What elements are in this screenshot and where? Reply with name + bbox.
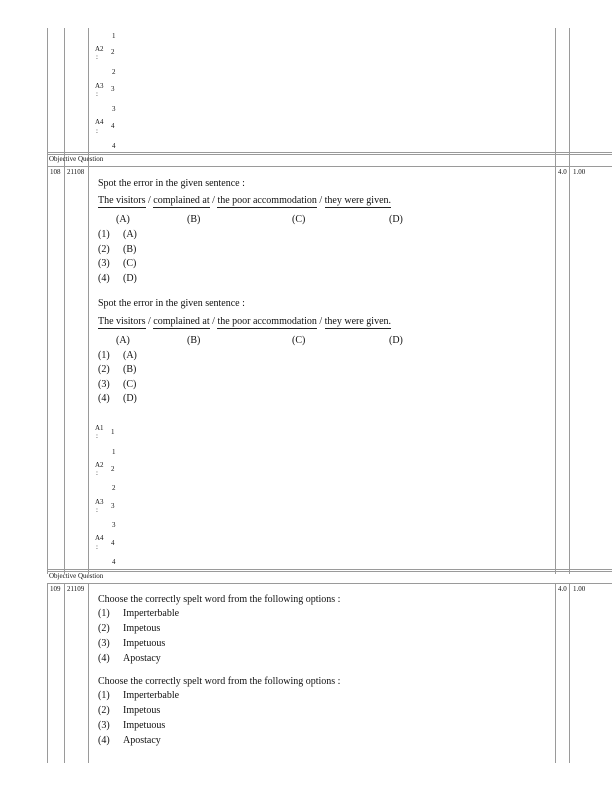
option-text: Impetous xyxy=(123,623,161,634)
separator: / xyxy=(148,316,151,327)
answer-label: A2 xyxy=(95,461,104,469)
segment-label: (C) xyxy=(292,335,306,346)
section-label: Objective Question xyxy=(49,155,104,163)
option-number: (3) xyxy=(98,379,110,390)
sentence-line xyxy=(98,316,391,327)
marks-value: 4.0 xyxy=(558,585,567,593)
separator: / xyxy=(148,195,151,206)
separator: / xyxy=(212,195,215,206)
option-text: (C) xyxy=(123,379,137,390)
option-number: (4) xyxy=(98,735,110,746)
segment-label: (A) xyxy=(116,214,130,225)
option-number: (3) xyxy=(98,720,110,731)
row-divider xyxy=(47,152,612,155)
answer-pre-value: 1 xyxy=(112,448,116,456)
answer-label: A4 xyxy=(95,534,104,542)
option-text: Impetous xyxy=(123,705,161,716)
segment-label: (C) xyxy=(292,214,306,225)
option-text: Impetuous xyxy=(123,638,166,649)
separator: / xyxy=(319,195,323,206)
grid-line xyxy=(88,583,89,763)
answer-tail: 4 xyxy=(112,558,116,566)
segment-label: (D) xyxy=(389,214,403,225)
segment-label: (B) xyxy=(187,214,201,225)
answer-pre-value: 3 xyxy=(112,105,116,113)
answer-label: A2 xyxy=(95,45,104,53)
separator: / xyxy=(319,316,323,327)
answer-colon: : xyxy=(96,506,98,514)
question-prompt: Choose the correctly spelt word from the following options : xyxy=(98,676,341,687)
answer-label: A1 xyxy=(95,424,104,432)
segment-label: (D) xyxy=(389,335,403,346)
answer-pre-value: 3 xyxy=(112,521,116,529)
grid-line xyxy=(64,28,65,166)
option-text: (B) xyxy=(123,244,137,255)
sentence-segment: the poor accommodation xyxy=(217,195,317,206)
grid-line xyxy=(47,166,48,574)
sentence-segment: the poor accommodation xyxy=(217,316,317,327)
question-prompt: Spot the error in the given sentence : xyxy=(98,298,245,309)
option-number: (1) xyxy=(98,350,110,361)
answer-value: 4 xyxy=(111,122,115,130)
option-number: (4) xyxy=(98,653,110,664)
grid-line xyxy=(64,583,65,763)
sentence-segment: The visitors xyxy=(98,195,146,206)
option-text: (D) xyxy=(123,273,137,284)
segment-label: (B) xyxy=(187,335,201,346)
marks-value: 4.0 xyxy=(558,168,567,176)
answer-label: A4 xyxy=(95,118,104,126)
option-number: (2) xyxy=(98,623,110,634)
grid-line xyxy=(555,28,556,166)
grid-line xyxy=(555,166,556,574)
sentence-segment: The visitors xyxy=(98,316,146,327)
sentence-segment: they were given. xyxy=(324,316,392,327)
grid-line xyxy=(47,28,48,166)
option-number: (2) xyxy=(98,705,110,716)
answer-tail: 4 xyxy=(112,142,116,150)
grid-line xyxy=(88,28,89,166)
answer-value: 3 xyxy=(111,502,115,510)
question-id: 21109 xyxy=(67,585,85,593)
answer-colon: : xyxy=(96,90,98,98)
option-number: (1) xyxy=(98,608,110,619)
segment-label: (A) xyxy=(116,335,130,346)
grid-line xyxy=(569,166,570,574)
answer-label: A3 xyxy=(95,498,104,506)
option-text: (D) xyxy=(123,393,137,404)
answer-label: A3 xyxy=(95,82,104,90)
option-number: (4) xyxy=(98,273,110,284)
section-label: Objective Question xyxy=(49,572,104,580)
question-id: 21108 xyxy=(67,168,85,176)
option-number: (3) xyxy=(98,638,110,649)
answer-value: 2 xyxy=(111,48,115,56)
answer-value: 3 xyxy=(111,85,115,93)
option-text: (A) xyxy=(123,229,137,240)
separator: / xyxy=(212,316,215,327)
row-divider xyxy=(47,583,612,584)
question-number: 108 xyxy=(50,168,61,176)
answer-value: 1 xyxy=(111,428,115,436)
option-text: Imperterbable xyxy=(123,608,180,619)
question-prompt: Spot the error in the given sentence : xyxy=(98,178,245,189)
answer-colon: : xyxy=(96,127,98,135)
option-text: Imperterbable xyxy=(123,690,180,701)
answer-pre-value: 2 xyxy=(112,68,116,76)
question-prompt: Choose the correctly spelt word from the following options : xyxy=(98,594,341,605)
sentence-line xyxy=(98,195,391,206)
option-text: Impetuous xyxy=(123,720,166,731)
grid-line xyxy=(88,166,89,574)
answer-pre-value: 2 xyxy=(112,484,116,492)
grid-line xyxy=(569,583,570,763)
negative-marks-value: 1.00 xyxy=(573,168,586,176)
row-divider xyxy=(47,166,612,167)
option-text: (A) xyxy=(123,350,137,361)
grid-line xyxy=(569,28,570,166)
answer-colon: : xyxy=(96,543,98,551)
option-text: (C) xyxy=(123,258,137,269)
answer-colon: : xyxy=(96,53,98,61)
option-number: (1) xyxy=(98,690,110,701)
option-number: (4) xyxy=(98,393,110,404)
answer-value: 4 xyxy=(111,539,115,547)
answer-value: 2 xyxy=(111,465,115,473)
option-text: Apostacy xyxy=(123,653,161,664)
option-text: Apostacy xyxy=(123,735,161,746)
option-number: (2) xyxy=(98,364,110,375)
negative-marks-value: 1.00 xyxy=(573,585,586,593)
option-number: (3) xyxy=(98,258,110,269)
sentence-segment: complained at xyxy=(153,316,210,327)
answer-colon: : xyxy=(96,469,98,477)
grid-line xyxy=(47,583,48,763)
option-number: (2) xyxy=(98,244,110,255)
option-number: (1) xyxy=(98,229,110,240)
row-divider xyxy=(47,569,612,572)
sentence-segment: they were given. xyxy=(324,195,392,206)
answer-colon: : xyxy=(96,432,98,440)
answer-pre-value: 1 xyxy=(112,32,116,40)
grid-line xyxy=(64,166,65,574)
question-number: 109 xyxy=(50,585,61,593)
sentence-segment: complained at xyxy=(153,195,210,206)
grid-line xyxy=(555,583,556,763)
option-text: (B) xyxy=(123,364,137,375)
